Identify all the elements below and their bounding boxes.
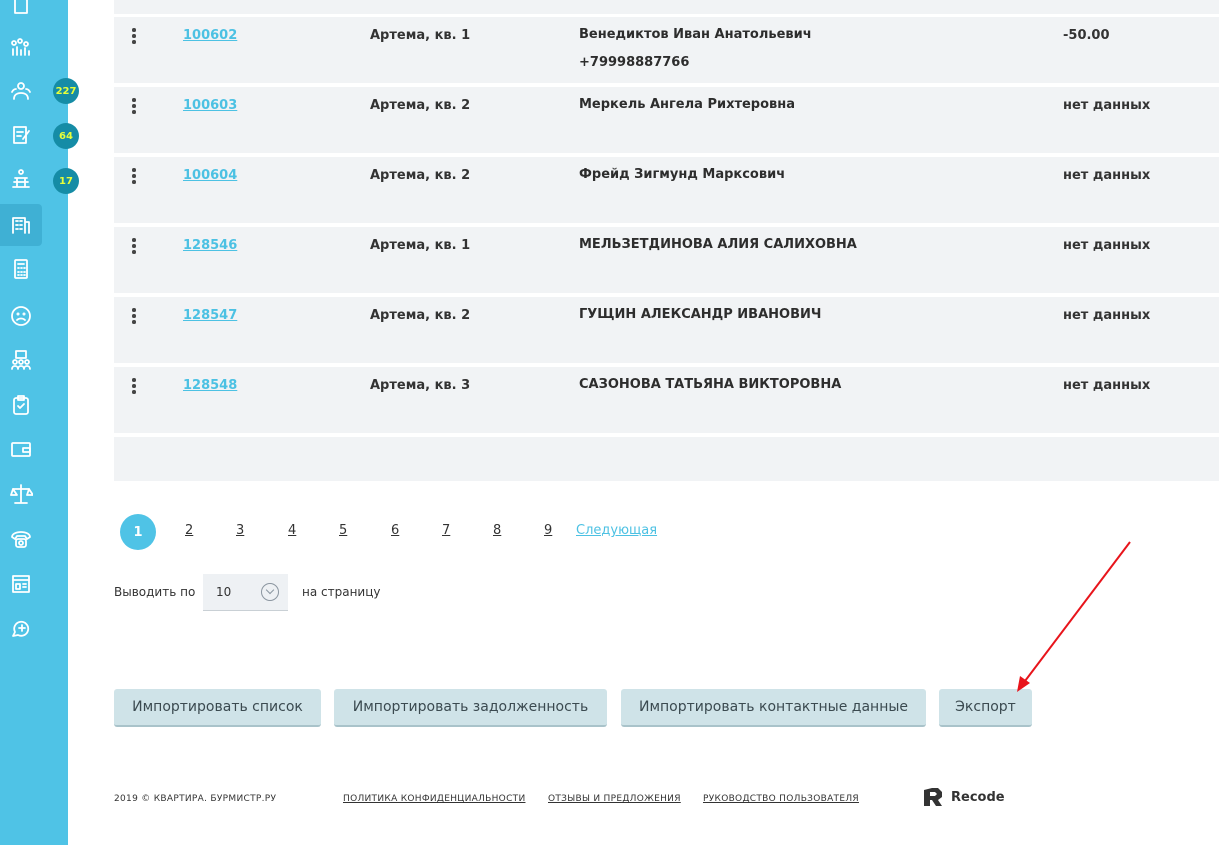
per-page-suffix: на страницу bbox=[302, 585, 381, 599]
account-link[interactable]: 100602 bbox=[183, 28, 238, 43]
address-cell: Артема, кв. 2 bbox=[370, 168, 471, 183]
board-icon[interactable] bbox=[0, 563, 42, 605]
row-menu-icon[interactable] bbox=[131, 168, 137, 186]
debt-cell: нет данных bbox=[1063, 308, 1151, 323]
residents-icon[interactable] bbox=[0, 70, 42, 112]
page-link[interactable]: 2 bbox=[185, 523, 194, 538]
row-menu-icon[interactable] bbox=[131, 28, 137, 46]
address-cell: Артема, кв. 3 bbox=[370, 378, 471, 393]
owner-name: Фрейд Зигмунд Марксович bbox=[579, 167, 786, 182]
row-menu-icon[interactable] bbox=[131, 238, 137, 256]
owner-name: МЕЛЬЗЕТДИНОВА АЛИЯ САЛИХОВНА bbox=[579, 237, 857, 252]
row-menu-icon[interactable] bbox=[131, 308, 137, 326]
feedback-link[interactable]: ОТЗЫВЫ И ПРЕДЛОЖЕНИЯ bbox=[548, 794, 681, 804]
recode-brand-text: Recode bbox=[951, 789, 1005, 805]
account-link[interactable]: 100604 bbox=[183, 168, 238, 183]
phone-icon[interactable] bbox=[0, 518, 42, 560]
debt-cell: нет данных bbox=[1063, 168, 1151, 183]
requests-icon[interactable] bbox=[0, 114, 42, 156]
account-link[interactable]: 128547 bbox=[183, 308, 238, 323]
debt-cell: нет данных bbox=[1063, 238, 1151, 253]
table-row bbox=[114, 367, 1219, 433]
next-page-link[interactable]: Следующая bbox=[576, 523, 658, 538]
debt-cell: нет данных bbox=[1063, 378, 1151, 393]
row-menu-icon[interactable] bbox=[131, 98, 137, 116]
account-link[interactable]: 128546 bbox=[183, 238, 238, 253]
owner-name: Венедиктов Иван Анатольевич bbox=[579, 27, 812, 42]
privacy-link[interactable]: ПОЛИТИКА КОНФИДЕНЦИАЛЬНОСТИ bbox=[343, 794, 526, 804]
import-contacts-button[interactable]: Импортировать контактные данные bbox=[621, 689, 926, 727]
table-row bbox=[114, 0, 1219, 14]
owner-name: Меркель Ангела Рихтеровна bbox=[579, 97, 796, 112]
import-debt-button[interactable]: Импортировать задолженность bbox=[334, 689, 607, 727]
import-list-button[interactable]: Импортировать список bbox=[114, 689, 321, 727]
address-cell: Артема, кв. 2 bbox=[370, 308, 471, 323]
row-menu-icon[interactable] bbox=[131, 378, 137, 396]
legal-icon[interactable] bbox=[0, 473, 42, 515]
buildings-icon[interactable] bbox=[0, 204, 42, 246]
owner-name: САЗОНОВА ТАТЬЯНА ВИКТОРОВНА bbox=[579, 377, 842, 392]
tasks-icon[interactable] bbox=[0, 384, 42, 426]
chat-add-icon[interactable] bbox=[0, 608, 42, 650]
account-link[interactable]: 100603 bbox=[183, 98, 238, 113]
owner-name: ГУЩИН АЛЕКСАНДР ИВАНОВИЧ bbox=[579, 307, 822, 322]
footer-copyright: 2019 © КВАРТИРА. БУРМИСТР.РУ bbox=[114, 794, 277, 804]
guide-link[interactable]: РУКОВОДСТВО ПОЛЬЗОВАТЕЛЯ bbox=[703, 794, 859, 804]
export-button[interactable]: Экспорт bbox=[939, 689, 1032, 727]
recode-logo-icon bbox=[922, 786, 944, 808]
residents-badge: 227 bbox=[53, 78, 79, 104]
page-link[interactable]: 5 bbox=[339, 523, 348, 538]
table-row bbox=[114, 297, 1219, 363]
table-row bbox=[114, 17, 1219, 83]
per-page-value: 10 bbox=[216, 585, 232, 599]
document-icon[interactable] bbox=[0, 0, 42, 26]
sidebar bbox=[0, 0, 77, 845]
address-cell: Артема, кв. 2 bbox=[370, 98, 471, 113]
page-current[interactable]: 1 bbox=[120, 514, 156, 550]
recode-brand[interactable] bbox=[922, 786, 1005, 808]
chevron-down-icon bbox=[261, 583, 279, 601]
page-link[interactable]: 6 bbox=[391, 523, 400, 538]
per-page-select[interactable] bbox=[203, 574, 288, 611]
meetings-icon[interactable] bbox=[0, 339, 42, 381]
debt-cell: нет данных bbox=[1063, 98, 1151, 113]
services-icon[interactable] bbox=[0, 158, 42, 200]
analytics-icon[interactable] bbox=[0, 26, 42, 68]
table-row bbox=[114, 157, 1219, 223]
page-link[interactable]: 3 bbox=[236, 523, 245, 538]
address-cell: Артема, кв. 1 bbox=[370, 238, 471, 253]
owner-phone: +79998887766 bbox=[579, 55, 690, 70]
page-link[interactable]: 4 bbox=[288, 523, 297, 538]
table-footer-row bbox=[114, 437, 1219, 481]
requests-badge: 64 bbox=[53, 123, 79, 149]
page-link[interactable]: 7 bbox=[442, 523, 451, 538]
page-link[interactable]: 8 bbox=[493, 523, 502, 538]
account-link[interactable]: 128548 bbox=[183, 378, 238, 393]
calculator-icon[interactable] bbox=[0, 248, 42, 290]
debt-cell: -50.00 bbox=[1063, 28, 1110, 43]
wallet-icon[interactable] bbox=[0, 428, 42, 470]
page-link[interactable]: 9 bbox=[544, 523, 553, 538]
table-row bbox=[114, 227, 1219, 293]
address-cell: Артема, кв. 1 bbox=[370, 28, 471, 43]
owner-cell bbox=[579, 21, 812, 77]
services-badge: 17 bbox=[53, 168, 79, 194]
table-row bbox=[114, 87, 1219, 153]
per-page-label: Выводить по bbox=[114, 585, 196, 599]
complaints-icon[interactable] bbox=[0, 295, 42, 337]
